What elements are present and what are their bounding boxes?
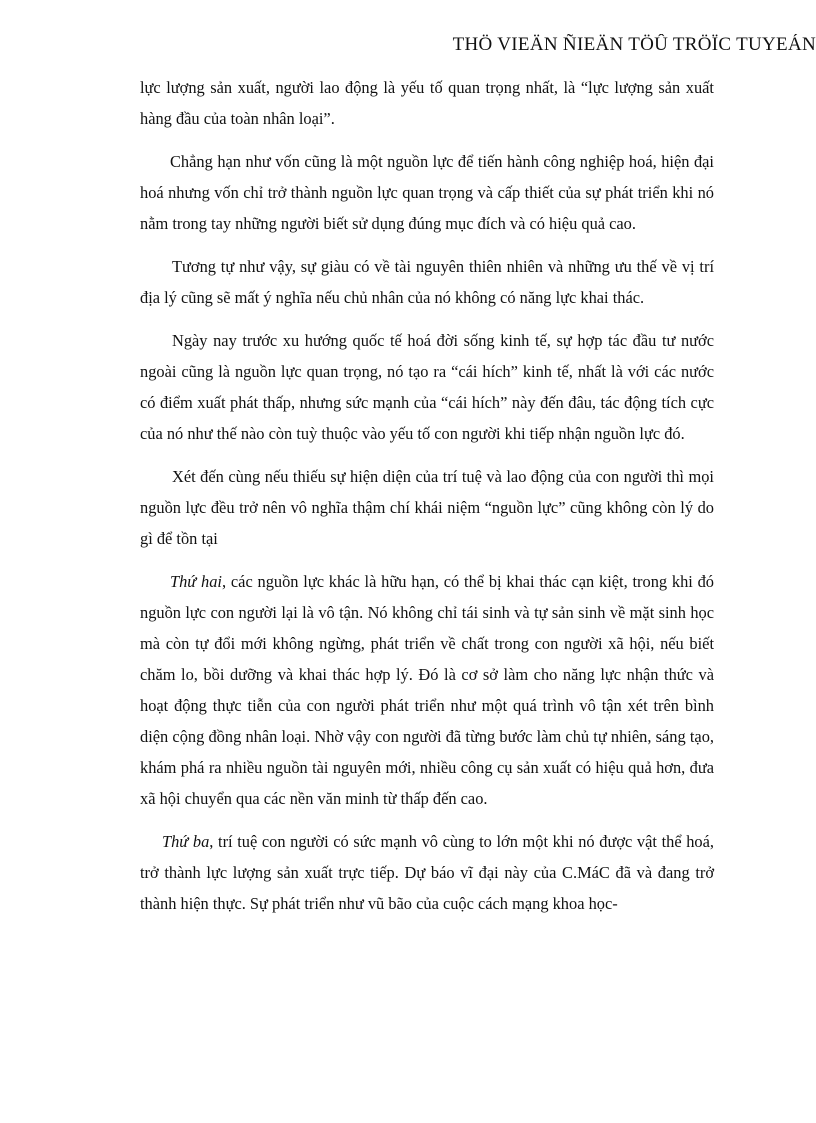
paragraph-body-text: , các nguồn lực khác là hữu hạn, có thể bị khai thác cạn kiệt, trong khi đó nguồn lực con người lại là vô tận. Nó không chỉ tái sinh và tự sản sinh về mặt sinh học mà còn tự đổi mới không ngừng, phát triển về chất trong con người xã hội, nếu biết chăm lo, bồi dưỡng và khai thác hợp lý. Đó là cơ sở làm cho năng lực nhận thức và hoạt động thực tiễn của con người phát triển như một quá trình vô tận xét trên bình diện cộng đồng nhân loại. Nhờ vậy con người đã từng bước làm chủ tự nhiên, sáng tạo, khám phá ra nhiều nguồn tài nguyên mới, nhiều công cụ sản xuất có hiệu quả hơn, đưa xã hội chuyển qua các nền văn minh từ thấp đến cao. xyxy=(140,572,714,808)
paragraph-lead-italic: Thứ hai xyxy=(170,572,222,591)
paragraph-third-point xyxy=(140,826,714,919)
paragraph-body-text: , trí tuệ con người có sức mạnh vô cùng to lớn một khi nó được vật thể hoá, trở thành lực lượng sản xuất trực tiếp. Dự báo vĩ đại này của C.MáC đã và đang trở thành hiện thực. Sự phát triển như vũ bão của cuộc cách mạng khoa học- xyxy=(140,832,714,913)
paragraph-continuation: lực lượng sản xuất, người lao động là yếu tố quan trọng nhất, là “lực lượng sản xuất hàng đầu của toàn nhân loại”. xyxy=(140,78,714,128)
library-header-title: THÖ VIEÄN ÑIEÄN TÖÛ TRÖÏC TUYEÁN xyxy=(452,34,816,55)
paragraph-natural-resources: Tương tự như vậy, sự giàu có về tài nguyên thiên nhiên và những ưu thế về vị trí địa lý cũng sẽ mất ý nghĩa nếu chủ nhân của nó không có năng lực khai thác. xyxy=(140,257,714,307)
paragraph-foreign-investment: Ngày nay trước xu hướng quốc tế hoá đời sống kinh tế, sự hợp tác đầu tư nước ngoài cũng là nguồn lực quan trọng, nó tạo ra “cái hích” kinh tế, nhất là với các nước có điểm xuất phát thấp, nhưng sức mạnh của “cái hích” này đến đâu, tác động tích cực của nó như thế nào còn tuỳ thuộc vào yếu tố con người khi tiếp nhận nguồn lực đó. xyxy=(140,331,714,443)
page-header xyxy=(296,34,816,56)
paragraph-second-point xyxy=(140,566,714,814)
paragraph-capital-example: Chẳng hạn như vốn cũng là một nguồn lực để tiến hành công nghiệp hoá, hiện đại hoá nhưng vốn chỉ trở thành nguồn lực quan trọng và cấp thiết của sự phát triển khi nó nằm trong tay những người biết sử dụng đúng mục đích và có hiệu quả cao. xyxy=(140,152,714,233)
paragraph-lead-italic: Thứ ba xyxy=(162,832,210,851)
paragraph-conclusion: Xét đến cùng nếu thiếu sự hiện diện của trí tuệ và lao động của con người thì mọi nguồn lực đều trở nên vô nghĩa thậm chí khái niệm “nguồn lực” cũng không còn lý do gì để tồn tại xyxy=(140,467,714,548)
document-body xyxy=(140,72,714,919)
